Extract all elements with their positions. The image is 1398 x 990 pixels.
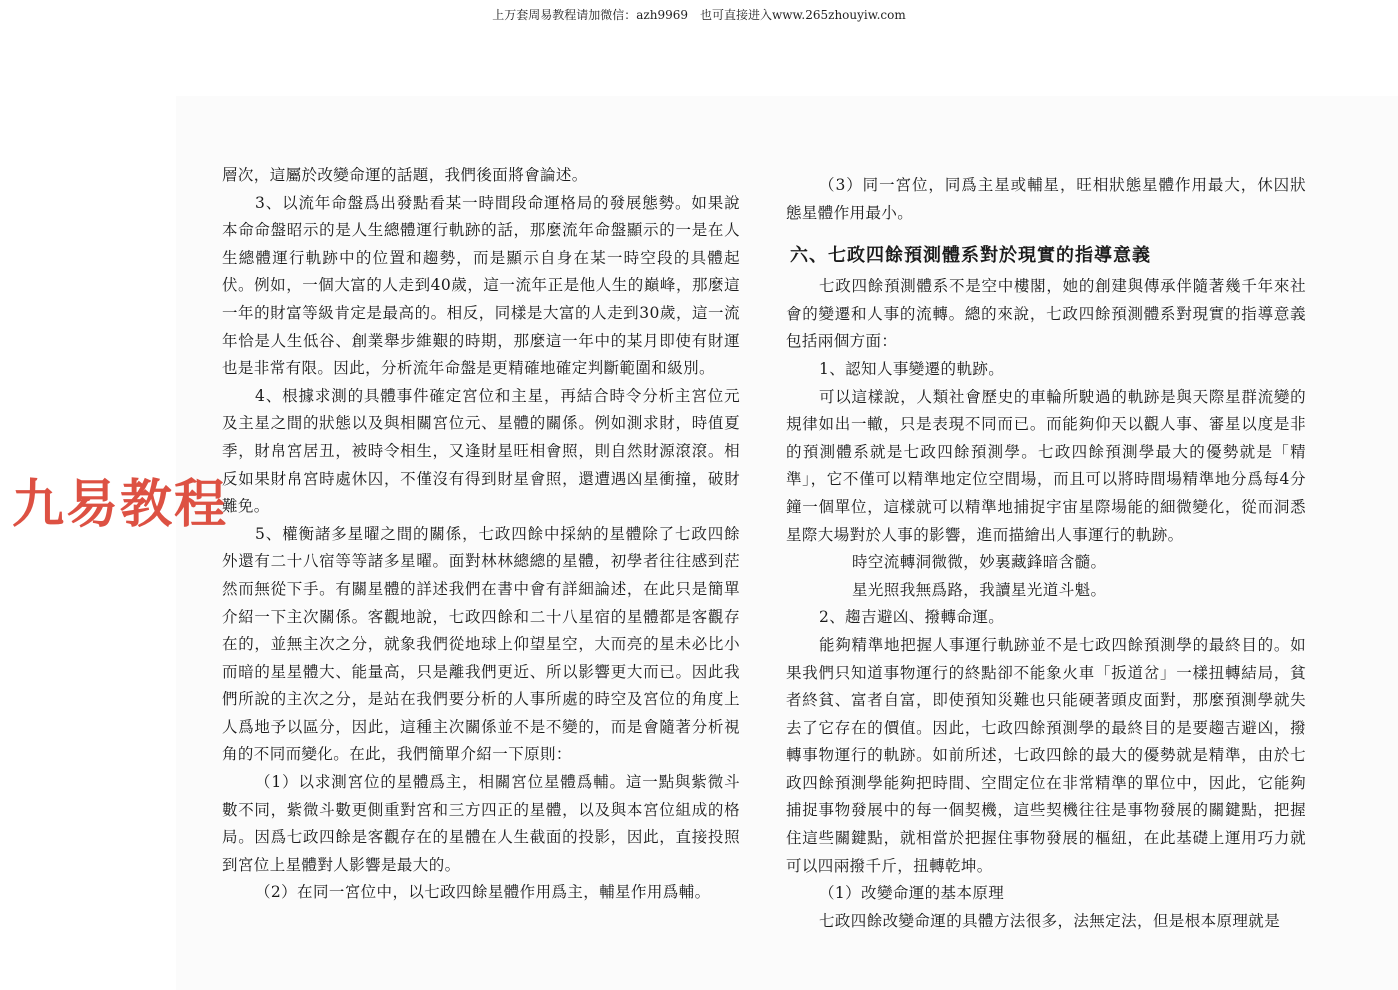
right-column xyxy=(786,172,1306,935)
left-column xyxy=(222,162,740,907)
list-item: 2、趨吉避凶、撥轉命運。 xyxy=(819,608,1005,627)
paragraph: 七政四餘改變命運的具體方法很多，法無定法，但是根本原理就是 xyxy=(819,911,1281,930)
poem-line: 時空流轉洞微微，妙裏藏鋒暗含髓。 xyxy=(852,553,1107,572)
watermark-logo: 九易教程 xyxy=(12,475,229,535)
paragraph: （2）在同一宮位中，以七政四餘星體作用爲主，輔星作用爲輔。 xyxy=(255,883,711,902)
paragraph: 層次，這屬於改變命運的話題，我們後面將會論述。 xyxy=(222,166,588,184)
section-heading: 六、七政四餘預測體系對於現實的指導意義 xyxy=(790,245,1151,267)
paragraph: 能夠精準地把握人事運行軌跡並不是七政四餘預測學的最終目的。如果我們只知道事物運行的終點卻不能象火車「扳道岔」一樣扭轉結局，貧者終貧、富者自富，即使預知災難也只能硬著頭皮面對，那麼預測學就失去了它存在的價值。因此，七政四餘預測學的最終目的是要趨吉避凶，撥轉事物運行的軌跡。如前所述，七政四餘的最大的優勢就是精準，由於七政四餘預測學能夠把時間、空間定位在非常精準的單位中，因此，它能夠捕捉事物發展中的每一個契機，這些契機往往是事物發展的關鍵點，把握住這些關鍵點，就相當於把握住事物發展的樞紐，在此基礎上運用巧力就可以四兩撥千斤，扭轉乾坤。 xyxy=(786,635,1306,875)
paragraph: （1）以求測宮位的星體爲主，相關宮位星體爲輔。這一點與紫微斗數不同，紫微斗數更側重對宮和三方四正的星體，以及與本宮位組成的格局。因爲七政四餘是客觀存在的星體在人生截面的投影，因此，直接投照到宮位上星體對人影響是最大的。 xyxy=(222,773,740,874)
list-item: 1、認知人事變遷的軌跡。 xyxy=(819,359,1005,378)
header-note: 上万套周易教程请加微信：azh9969 也可直接进入www.265zhouyiw.com xyxy=(492,8,906,22)
paragraph: 4、根據求測的具體事件確定宮位和主星，再結合時令分析主宮位元及主星之間的狀態以及與相關宮位元、星體的關係。例如測求財，時值夏季，財帛宮居丑，被時令相生，又逢財星旺相會照，則自然財源滾滾。相反如果財帛宮時處休囚，不僅沒有得到財星會照，還遭遇凶星衝撞，破財難免。 xyxy=(222,386,740,516)
paragraph: 七政四餘預測體系不是空中樓閣，她的創建與傳承伴隨著幾千年來社會的變遷和人事的流轉。總的來說，七政四餘預測體系對現實的指導意義包括兩個方面： xyxy=(786,277,1306,351)
paragraph: 5、權衡諸多星曜之間的關係，七政四餘中採納的星體除了七政四餘外還有二十八宿等等諸多星曜。面對林林總總的星體，初學者往往感到茫然而無從下手。有關星體的詳述我們在書中會有詳細論述，在此只是簡單介紹一下主次關係。客觀地說，七政四餘和二十八星宿的星體都是客觀存在的，並無主次之分，就象我們從地球上仰望星空，大而亮的星未必比小而暗的星星體大、能量高，只是離我們更近、所以影響更大而已。因此我們所說的主次之分，是站在我們要分析的人事所處的時空及宮位的角度上人爲地予以區分，因此，這種主次關係並不是不變的，而是會隨著分析視角的不同而變化。在此，我們簡單介紹一下原則： xyxy=(222,524,740,764)
paragraph: （3）同一宮位，同爲主星或輔星，旺相狀態星體作用最大，休囚狀態星體作用最小。 xyxy=(786,176,1306,222)
paragraph: 可以這樣說，人類社會歷史的車輪所駛過的軌跡是與天際星群流變的規律如出一轍，只是表現不同而已。而能夠仰天以觀人事、審星以度是非的預測體系就是七政四餘預測學。七政四餘預測學最大的優勢就是「精準」，它不僅可以精準地定位空間場，而且可以將時間場精準地分爲每4分鐘一個單位，這樣就可以精準地捕捉宇宙星際場能的細微變化，從而洞悉星際大場對於人事的影響，進而描繪出人事運行的軌跡。 xyxy=(786,387,1306,544)
sub-heading: （1）改變命運的基本原理 xyxy=(819,884,1005,903)
paragraph: 3、以流年命盤爲出發點看某一時間段命運格局的發展態勢。如果說本命命盤昭示的是人生總體運行軌跡的話，那麼流年命盤顯示的一是在人生總體運行軌跡中的位置和趨勢，而是顯示自身在某一時空段的具體起伏。例如，一個大富的人走到40歲，這一流年正是他人生的巔峰，那麼這一年的財富等級肯定是最高的。相反，同樣是大富的人走到30歲，這一流年恰是人生低谷、創業舉步維艱的時期，那麼這一年中的某月即使有財運也是非常有限。因此，分析流年命盤是更精確地確定判斷範圍和級別。 xyxy=(222,193,740,378)
poem-line: 星光照我無爲路，我讀星光道斗魁。 xyxy=(852,580,1107,599)
